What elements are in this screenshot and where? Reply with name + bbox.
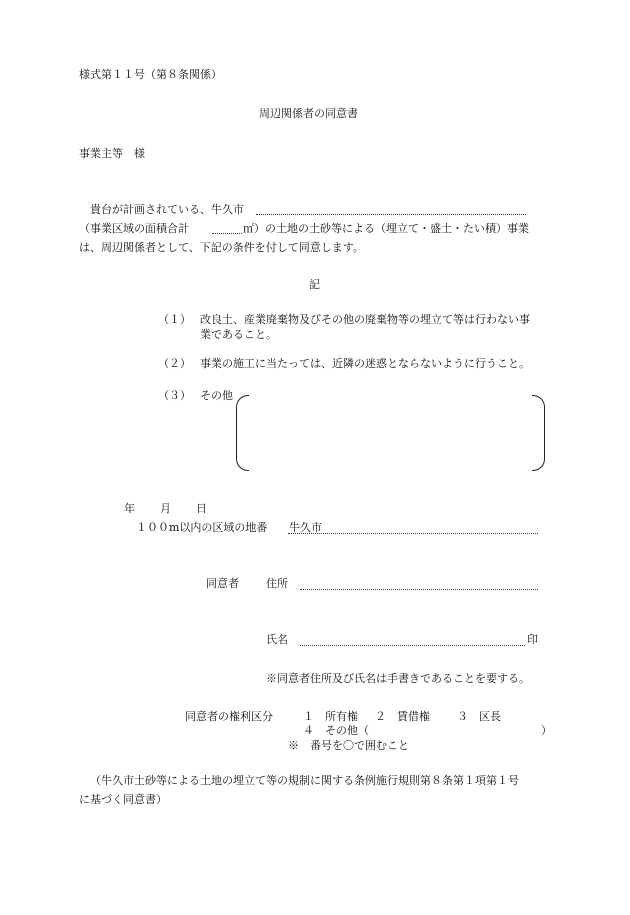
condition-3-number: （３）	[158, 389, 191, 402]
name-label: 氏名	[266, 633, 288, 646]
project-location-blank[interactable]	[256, 214, 526, 215]
left-bracket	[236, 395, 249, 471]
rights-option-4[interactable]: ４ その他（	[303, 724, 369, 737]
lot-number-label: １００m以内の区域の地番	[136, 521, 268, 534]
condition-1-text-cont: 業であること。	[200, 328, 277, 341]
address-blank[interactable]	[300, 589, 538, 590]
footer-line-1: （牛久市土砂等による土地の埋立て等の規制に関する条例施行規則第８条第１項第１号	[90, 774, 519, 787]
lot-number-value: 牛久市	[289, 521, 322, 534]
footer-line-2: に基づく同意書）	[79, 793, 167, 806]
seal-mark: 印	[527, 633, 538, 646]
area-total-blank[interactable]	[212, 233, 242, 234]
name-blank[interactable]	[300, 645, 525, 646]
ki-heading: 記	[309, 278, 320, 291]
consenter-label: 同意者	[206, 577, 239, 590]
rights-option-2[interactable]: ２ 賃借権	[375, 710, 430, 723]
rights-label: 同意者の権利区分	[185, 710, 273, 723]
date-month: 月	[160, 502, 171, 515]
condition-3-text: その他	[200, 389, 233, 402]
form-number: 様式第１１号（第８条関係）	[79, 68, 222, 81]
lot-number-blank[interactable]	[288, 533, 538, 534]
addressee: 事業主等 様	[79, 147, 145, 160]
condition-2-text: 事業の施工に当たっては、近隣の迷惑とならないように行うこと。	[200, 357, 530, 370]
document-title: 周辺関係者の同意書	[259, 107, 358, 120]
condition-1-text: 改良土、産業廃棄物及びその他の廃棄物等の埋立て等は行わない事	[200, 313, 530, 326]
body-line-2b: ㎡）の土地の土砂等による（埋立て・盛土・たい積）事業	[243, 222, 529, 235]
rights-other-field[interactable]	[377, 724, 539, 738]
date-year: 年	[124, 502, 135, 515]
right-bracket	[532, 395, 545, 471]
rights-option-4-close: ）	[541, 724, 552, 737]
date-day: 日	[196, 502, 207, 515]
condition-2-number: （２）	[158, 357, 191, 370]
rights-option-1[interactable]: １ 所有権	[303, 710, 358, 723]
body-line-1: 貴台が計画されている、牛久市	[90, 203, 244, 216]
body-line-2a: （事業区域の面積合計	[79, 222, 189, 235]
other-conditions-field[interactable]	[250, 398, 530, 466]
handwriting-note: ※同意者住所及び氏名は手書きであることを要する。	[266, 672, 530, 685]
rights-option-3[interactable]: ３ 区長	[457, 710, 501, 723]
condition-1-number: （１）	[158, 313, 191, 326]
body-line-3: は、周辺関係者として、下記の条件を付して同意します。	[79, 241, 364, 254]
rights-note: ※ 番号を〇で囲むこと	[288, 739, 409, 752]
address-label: 住所	[266, 577, 288, 590]
